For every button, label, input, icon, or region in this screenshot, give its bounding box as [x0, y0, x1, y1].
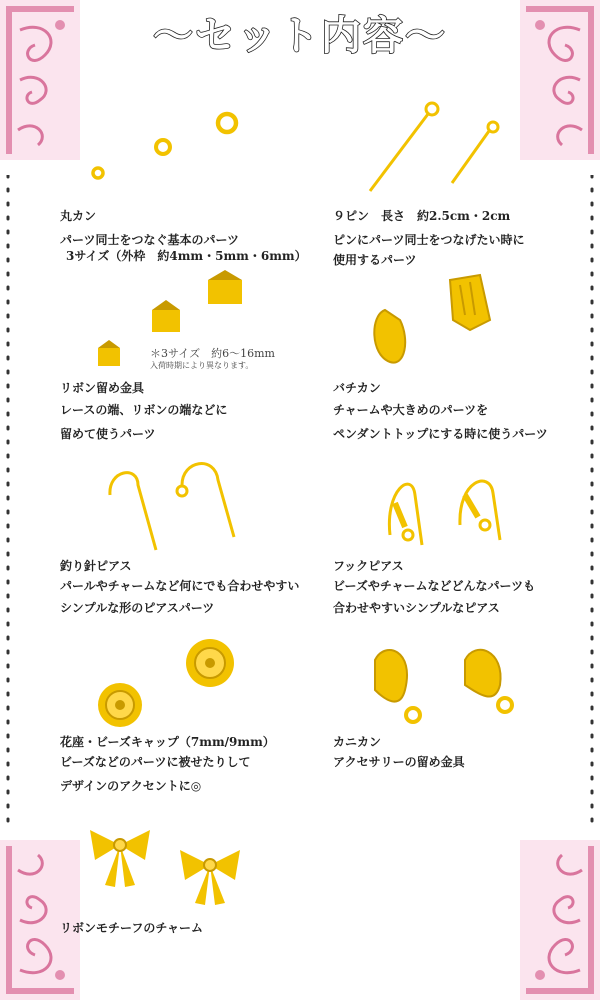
item-desc-bail-line2: ペンダントトップにする時に使うパーツ: [333, 427, 548, 441]
item-desc-nine-pin-line1: ピンにパーツ同士をつなげたい時に: [333, 233, 525, 247]
item-desc-fish-hook-earring-line1: パールやチャームなど何にでも合わせやすい: [60, 579, 300, 593]
bead-cap-icon: [90, 635, 250, 735]
hook-earring-icon: [360, 465, 520, 555]
item-desc-ribbon-clamp-line2: 留めて使うパーツ: [60, 427, 156, 441]
fish-hook-earring-icon: [90, 455, 250, 555]
item-desc-jump-ring-line2: 3サイズ（外枠 約4mm・5mm・6mm）: [66, 249, 307, 263]
item-desc-ribbon-clamp-line1: レースの端、リボンの端などに: [60, 403, 228, 417]
item-name-jump-ring: 丸カン: [60, 209, 97, 223]
item-desc-nine-pin-line2: 使用するパーツ: [333, 253, 417, 267]
dotted-border-right: [589, 175, 595, 825]
item-name-fish-hook-earring: 釣り針ピアス: [60, 559, 132, 573]
item-desc-hook-earring-line1: ビーズやチャームなどどんなパーツも: [333, 579, 536, 593]
jump-ring-icon: [85, 105, 245, 190]
item-desc-bail-line1: チャームや大きめのパーツを: [333, 403, 489, 417]
ornament-corner-bottom-right: [520, 840, 600, 1000]
size-note-text: ＊3サイズ 約6～16mm: [150, 347, 275, 360]
page-title: ～セット内容～: [153, 12, 447, 59]
size-note-small: 入荷時期により異なります。: [150, 361, 254, 370]
item-name-bead-cap: 花座・ビーズキャップ（7mm/9mm）: [60, 735, 275, 749]
ribbon-clamp-size-note: [150, 348, 275, 372]
lobster-clasp-icon: [355, 640, 525, 740]
nine-pin-icon: [360, 95, 520, 195]
item-name-bail: バチカン: [333, 381, 381, 395]
item-desc-lobster-clasp-line1: アクセサリーの留め金具: [333, 755, 465, 769]
item-desc-bead-cap-line2: デザインのアクセントに◎: [60, 779, 202, 793]
item-desc-hook-earring-line2: 合わせやすいシンプルなピアス: [333, 601, 500, 615]
item-name-lobster-clasp: カニカン: [333, 735, 382, 749]
item-desc-jump-ring-line1: パーツ同士をつなぐ基本のパーツ: [60, 233, 240, 247]
item-name-hook-earring: フックピアス: [333, 559, 404, 573]
item-name-ribbon-charm: リボンモチーフのチャーム: [60, 921, 204, 935]
item-name-nine-pin: ９ピン 長さ 約2.5cm・2cm: [333, 209, 511, 223]
ribbon-charm-icon: [80, 810, 260, 910]
dotted-border-left: [5, 175, 11, 825]
item-name-ribbon-clamp: リボン留め金具: [60, 381, 145, 395]
bail-icon: [365, 270, 505, 380]
item-desc-bead-cap-line1: ビーズなどのパーツに被せたりして: [60, 755, 251, 769]
item-desc-fish-hook-earring-line2: シンプルな形のピアスパーツ: [60, 601, 215, 615]
